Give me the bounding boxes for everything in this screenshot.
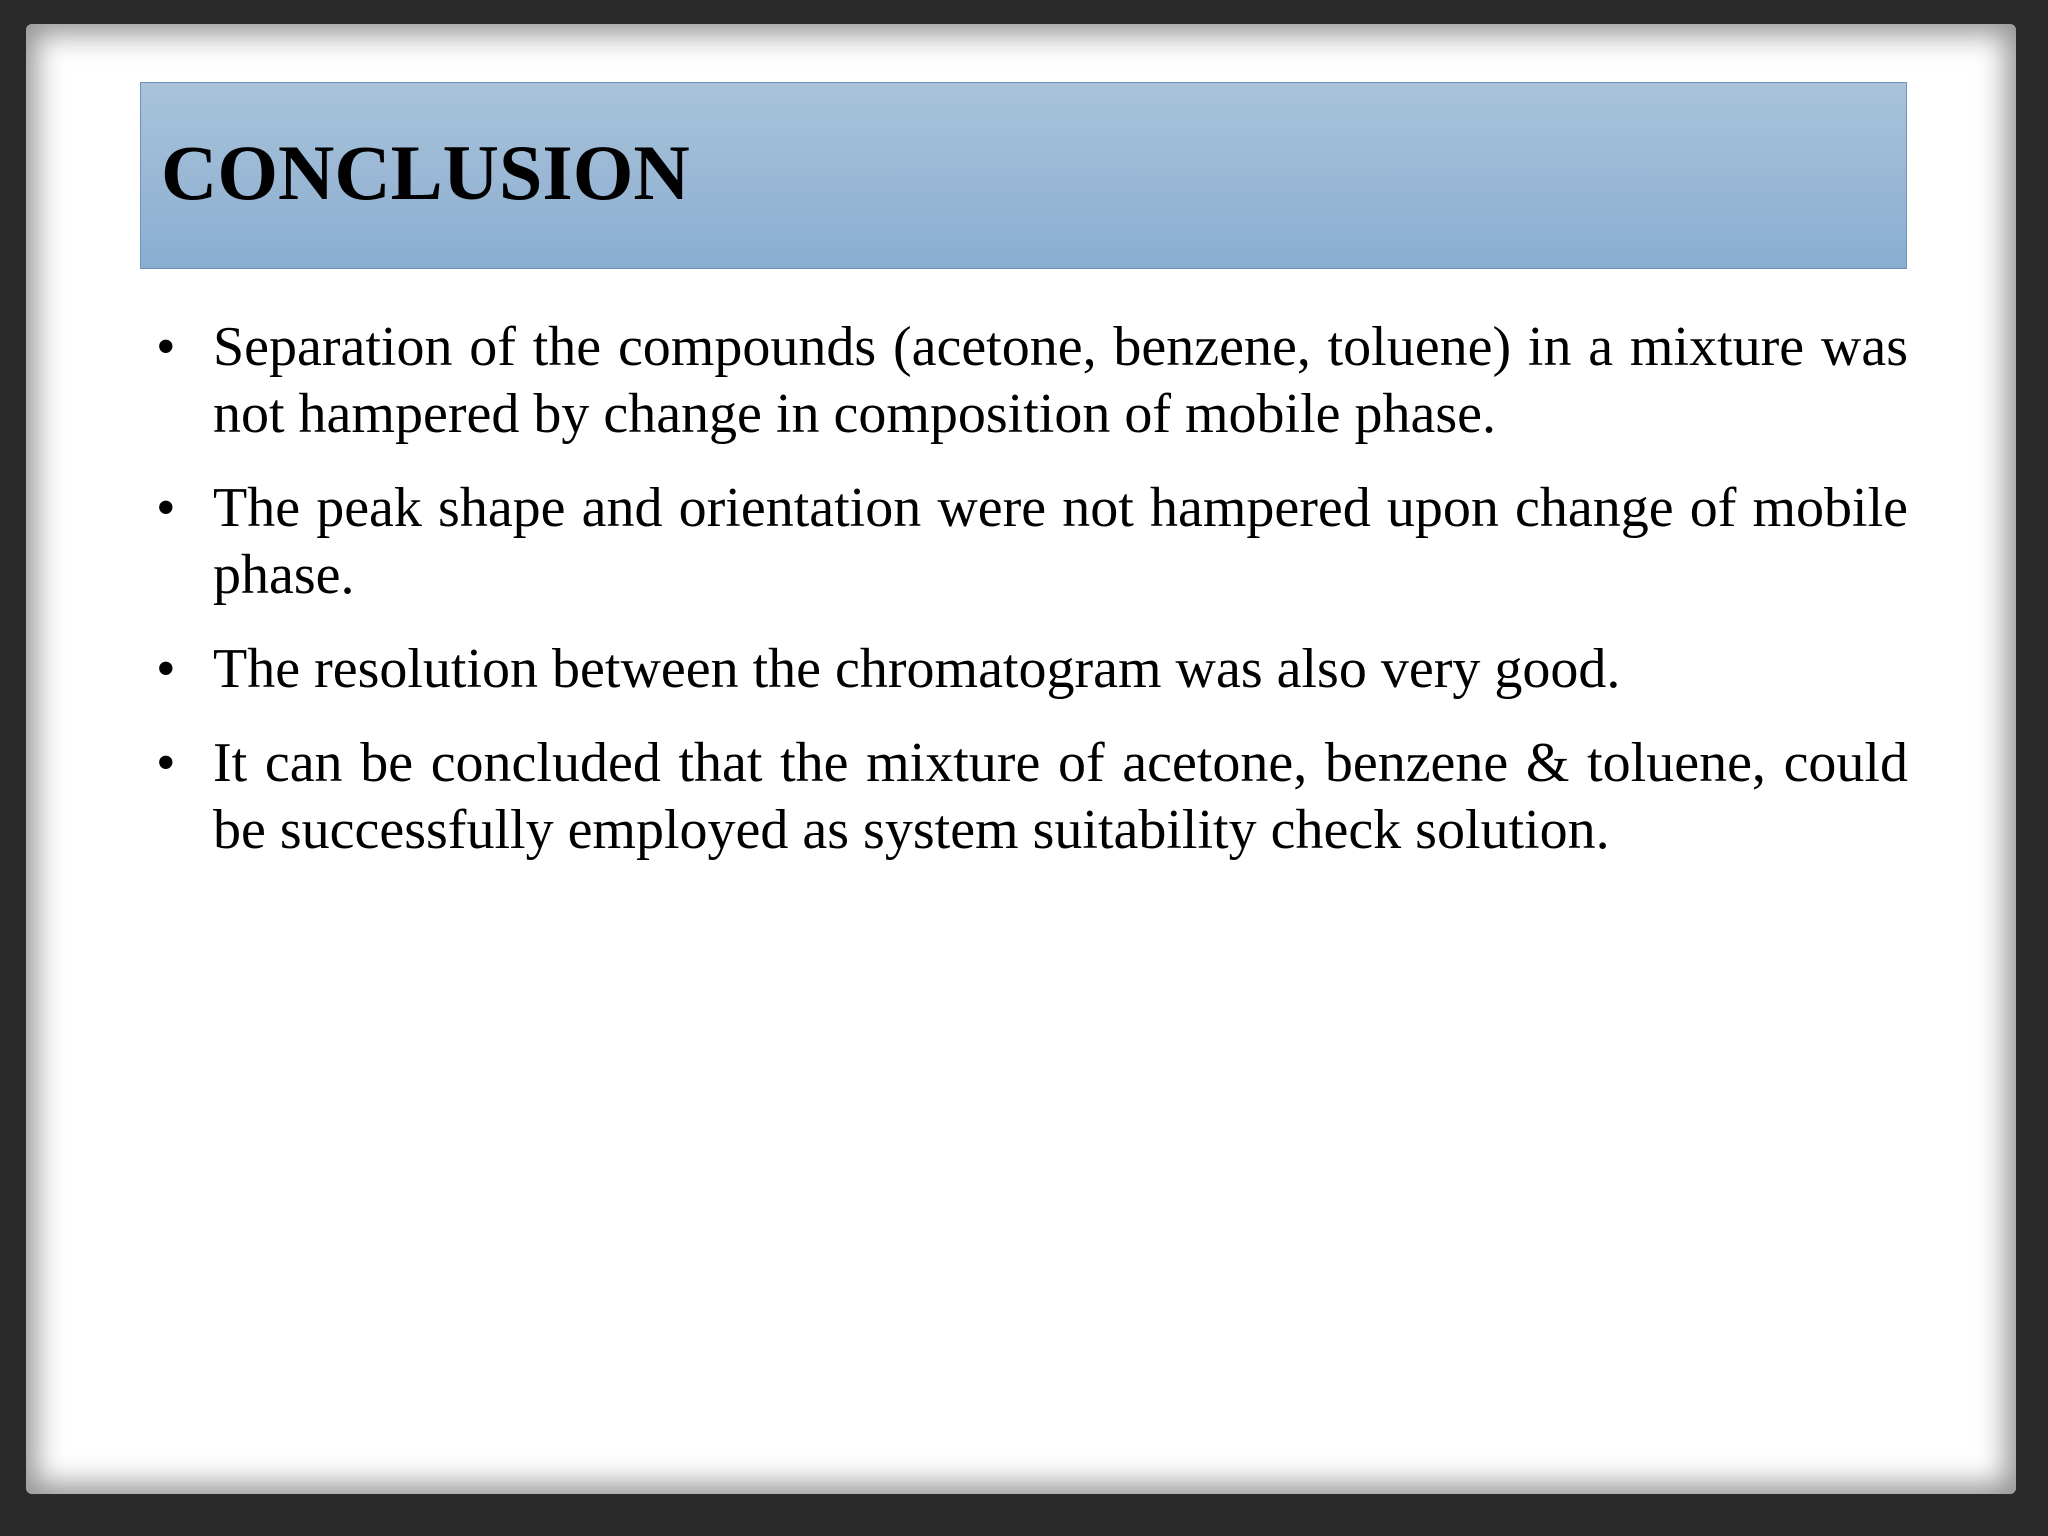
bullet-icon: • <box>156 638 176 700</box>
slide-title: CONCLUSION <box>161 129 690 216</box>
title-bar <box>140 82 1907 269</box>
bullet-icon: • <box>156 316 176 378</box>
bullet-text: The peak shape and orientation were not hampered upon change of mobile phase. <box>213 477 1908 606</box>
bullet-list <box>156 314 1908 891</box>
bullet-icon: • <box>156 732 176 794</box>
bullet-item <box>156 475 1908 609</box>
bullet-icon: • <box>156 477 176 539</box>
bullet-text: It can be concluded that the mixture of acetone, benzene & toluene, could be successfully employed as system suitability check solution. <box>213 732 1908 861</box>
bullet-text: The resolution between the chromatogram was also very good. <box>213 638 1621 700</box>
bullet-item <box>156 636 1908 703</box>
bullet-item <box>156 730 1908 864</box>
bullet-item <box>156 314 1908 448</box>
bullet-text: Separation of the compounds (acetone, benzene, toluene) in a mixture was not hampered by change in composition of mobile phase. <box>213 316 1908 445</box>
slide <box>26 24 2016 1494</box>
